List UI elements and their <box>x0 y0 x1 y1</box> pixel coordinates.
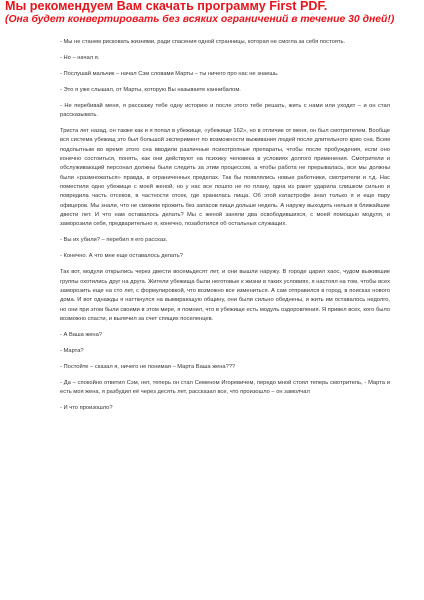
dialog-paragraph: - И что произошло? <box>60 405 113 412</box>
dialog-paragraph: - А Ваша жена? <box>60 331 103 338</box>
promo-banner-title: Мы рекомендуем Вам скачать программу First PDF. <box>5 0 328 13</box>
dialog-paragraph: - Мы не станем рисковать жизнями, ради спасения одной странницы, которая не смогла за себя постоять. <box>60 39 346 45</box>
promo-banner-subtitle: (Она будет конвертировать без всяких ограничений в течение 30 дней!) <box>5 14 395 25</box>
dialog-paragraph: - Конечно. А что мне еще оставалось делать? <box>60 253 183 260</box>
narrative-paragraph: Триста лет назад, он также как и я попал в убежище, «убежище 162», но в отличие от меня, он был смотрителем. Вообще вся система убежищ это был большой эксперимент по возможности выживания людей после длительного крио сна. Всем подопытным во время этого сна вводили различные психотропные препараты, чтобы после пробуждения, если оно конечно состоиться, понять, как они действуют на психику человека в условиях долгого применения. Смотрители и обслуживающий персонал должны были следить за этим процессом, а чтобы работа не прерывалась, все мы должны были «размножаться» правда, в ограниченных пределах. Так бы появлялись новые работники, смотрители и т.д. Нас поместили одно убежище с моей женой, но у нас все пошло не по плану, одна из ракет ударила слишком сильно и повредила часть отсеков, в частности отсек, где хранилась пища. Об этой катастрофе знал только я и еще пару офицеров. Мы знали, что не сможем прожить без запасов пищи дольше недель. А наружу выходить нельзя в ближайшие двести лет. И что нам оставалось делать? Мы с женой заняли два освободившихся, с моей помощью модуля, и заморозили себя, предварительно я, конечно, позаботился об остальных служащих. <box>60 128 390 228</box>
dialog-paragraph: - Это я уже слышал, от Марты, которую Вы называете каннибалом. <box>60 86 241 93</box>
narrative-paragraph: Так вот, модули открылись через двести восемьдесят лет, и они вышли наружу. В городе царил хаос, чудом выжившие группы охотились друг на друга. Жители убежища были неготовые к жизни в таких условиях, я настоял на том, чтобы всех заморозить еще на сто лет, с формулировкой, что возможно все измениться. А сам отправился в город, в поисках нового дома. И вот однажды я натткнулся на вымирающую общину, они были сильно обеднены, и жить им оставалось недолго, но они при этом были своими в этом мире, я помнил, что в убежище есть модуль оздоровления. Я привел всех, кого было возможно спасти, и вылечил за счет спящих поселенцев. <box>60 269 390 322</box>
dialog-paragraph: - Но – начал я. <box>60 54 100 61</box>
dialog-paragraph: - Вы их убили? – перебил я его рассказ. <box>60 237 168 244</box>
dialog-paragraph: - Не перебивай меня, я расскажу тебе одну историю и после этого тебе решать, жить с нами или уходит – и он стал рассказывать. <box>60 102 390 119</box>
dialog-paragraph: - Послушай мальчик – начал Сэм словами Марты – ты ничего про нас не знаешь. <box>60 70 279 77</box>
promo-banner <box>5 0 421 26</box>
dialog-paragraph: - Да – спокойно ответил Сэм, нет, теперь он стал Семеном Игоревичем, передо мной стоял теперь смотритель, - Марта и есть моя жена, я разбудил её через десять лет, рассказал все, что произошло – он замолчал <box>60 379 390 396</box>
document-body <box>60 38 390 420</box>
dialog-paragraph: - Постойте – сказал я, ничего не понимая – Марта Ваша жена??? <box>60 363 236 370</box>
dialog-paragraph: - Марта? <box>60 347 84 354</box>
